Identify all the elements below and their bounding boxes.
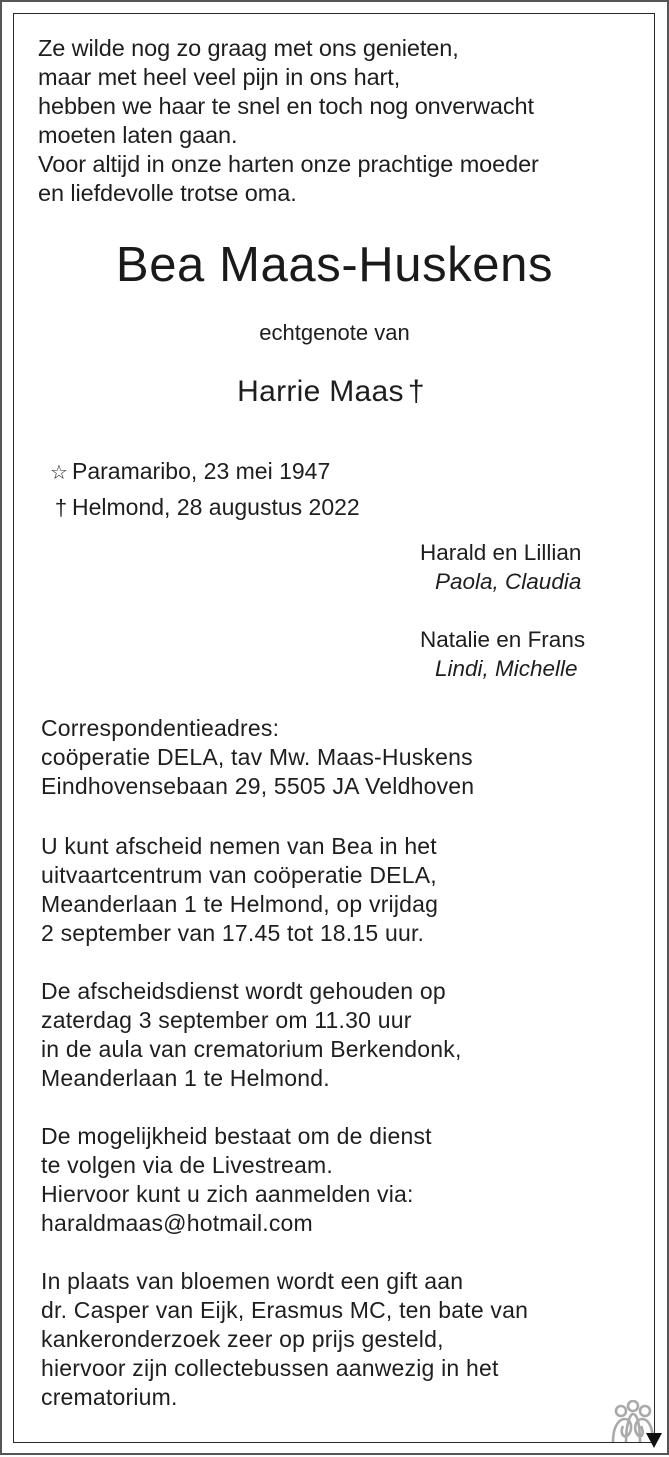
livestream-line: te volgen via de Livestream. bbox=[41, 1152, 333, 1178]
intro-line: hebben we haar te snel en toch nog onverwacht bbox=[38, 93, 534, 119]
livestream-line: De mogelijkheid bestaat om de dienst bbox=[41, 1123, 432, 1149]
service-line: in de aula van crematorium Berkendonk, bbox=[41, 1036, 462, 1062]
intro-line: Voor altijd in onze harten onze prachtige moeder bbox=[38, 151, 539, 177]
family-children: Paola, Claudia bbox=[435, 569, 582, 594]
service-line: De afscheidsdienst wordt gehouden op bbox=[41, 978, 446, 1004]
intro-line: Ze wilde nog zo graag met ons genieten, bbox=[38, 35, 459, 61]
donation-line: kankeronderzoek zeer op prijs gesteld, bbox=[41, 1326, 444, 1352]
dagger-cross-icon: † bbox=[54, 495, 68, 520]
farewell-info bbox=[41, 832, 438, 948]
donation-line: crematorium. bbox=[41, 1384, 178, 1410]
family-names: Harald en Lillian bbox=[420, 540, 582, 565]
spouse-name-line bbox=[0, 372, 662, 412]
donation-line: In plaats van bloemen wordt een gift aan bbox=[41, 1268, 464, 1294]
donation-line: hiervoor zijn collectebussen aanwezig in het bbox=[41, 1355, 499, 1381]
donation-info bbox=[41, 1267, 528, 1412]
spouse-label: echtgenote van bbox=[259, 320, 410, 345]
death-text: Helmond, 28 augustus 2022 bbox=[72, 494, 360, 520]
life-dates bbox=[46, 454, 360, 525]
intro-line: moeten laten gaan. bbox=[38, 122, 238, 148]
dagger-icon: † bbox=[407, 375, 425, 408]
farewell-line: Meanderlaan 1 te Helmond, op vrijdag bbox=[41, 891, 439, 917]
family-children: Lindi, Michelle bbox=[435, 656, 578, 681]
livestream-info bbox=[41, 1122, 432, 1238]
family-group bbox=[420, 625, 585, 683]
family-names: Natalie en Frans bbox=[420, 627, 586, 652]
email-address: haraldmaas@hotmail.com bbox=[41, 1210, 313, 1236]
death-line bbox=[46, 490, 360, 525]
address-line: Correspondentieadres: bbox=[41, 715, 280, 741]
intro-verse bbox=[38, 34, 539, 208]
intro-line: en liefdevolle trotse oma. bbox=[38, 180, 297, 206]
correspondence-address bbox=[41, 714, 474, 801]
donation-line: dr. Casper van Eijk, Erasmus MC, ten bate van bbox=[41, 1297, 529, 1323]
address-line: coöperatie DELA, tav Mw. Maas-Huskens bbox=[41, 744, 473, 770]
address-line: Eindhovensebaan 29, 5505 JA Veldhoven bbox=[41, 773, 475, 799]
birth-line bbox=[46, 454, 360, 490]
spouse-name: Harrie Maas bbox=[237, 375, 404, 408]
livestream-line: Hiervoor kunt u zich aanmelden via: bbox=[41, 1181, 414, 1207]
service-info bbox=[41, 977, 462, 1093]
intro-line: maar met heel veel pijn in ons hart, bbox=[38, 64, 401, 90]
service-line: zaterdag 3 september om 11.30 uur bbox=[41, 1007, 412, 1033]
farewell-line: 2 september van 17.45 tot 18.15 uur. bbox=[41, 920, 425, 946]
farewell-line: uitvaartcentrum van coöperatie DELA, bbox=[41, 862, 437, 888]
service-line: Meanderlaan 1 te Helmond. bbox=[41, 1065, 330, 1091]
farewell-line: U kunt afscheid nemen van Bea in het bbox=[41, 833, 437, 859]
family-group bbox=[420, 538, 581, 596]
deceased-name: Bea Maas-Huskens bbox=[115, 238, 554, 292]
triangle-down-icon bbox=[646, 1433, 662, 1448]
birth-text: Paramaribo, 23 mei 1947 bbox=[72, 458, 331, 484]
star-outline-icon: ☆ bbox=[50, 462, 68, 484]
